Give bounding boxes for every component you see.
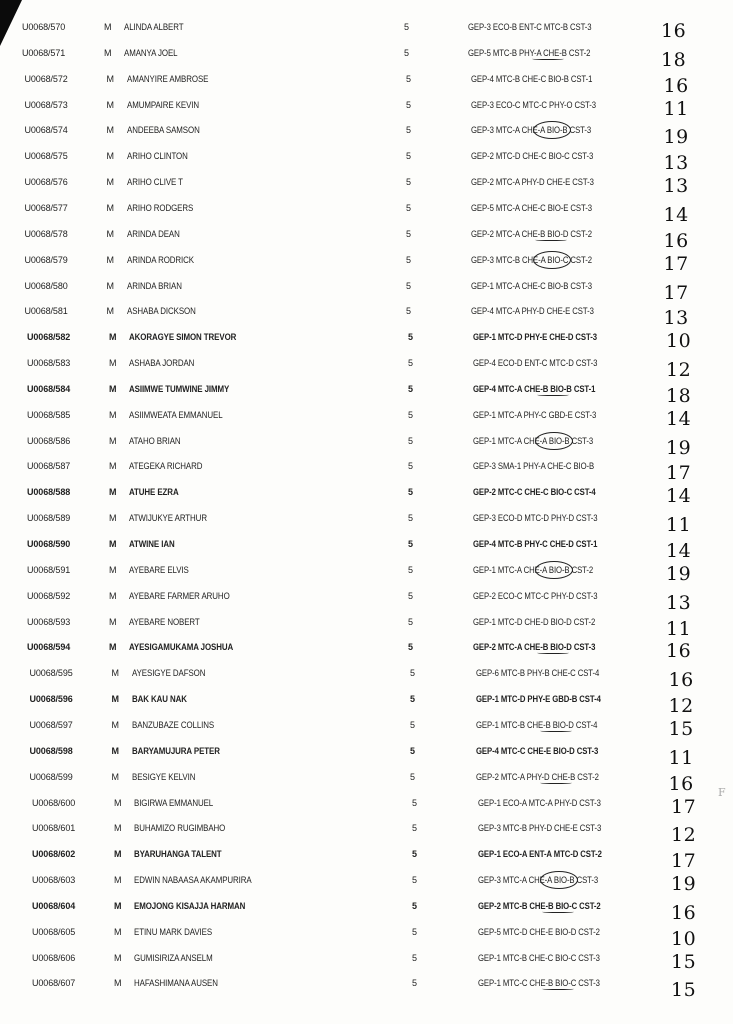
subject-count: 5: [408, 409, 413, 420]
student-id: U0068/595: [29, 668, 73, 679]
handwritten-score: 13: [663, 307, 689, 330]
handwritten-score: 11: [666, 514, 692, 537]
student-sex: M: [114, 952, 122, 963]
handwritten-score: 13: [663, 152, 689, 175]
subject-count: 5: [406, 99, 411, 110]
handwritten-score: 15: [671, 950, 697, 973]
student-sex: M: [106, 99, 114, 110]
student-name: AYESIGYE DAFSON: [131, 668, 205, 679]
table-row: [0, 331, 733, 357]
student-id: U0068/602: [32, 849, 76, 860]
subject-combination: GEP-1 MTC-A CHE-A BIO-B CST-3: [473, 435, 594, 446]
student-name: ATWIJUKYE ARTHUR: [129, 513, 207, 524]
student-name: AYEBARE FARMER ARUHO: [129, 590, 230, 601]
handwritten-score: 18: [666, 384, 692, 407]
student-name: HAFASHIMANA AUSEN: [134, 978, 218, 989]
subject-count: 5: [406, 254, 411, 265]
student-id: U0068/588: [27, 487, 71, 498]
student-sex: M: [106, 125, 114, 136]
handwritten-score: 12: [666, 359, 692, 382]
subject-count: 5: [410, 668, 415, 679]
student-id: U0068/580: [24, 280, 68, 291]
subject-combination: GEP-1 MTC-D PHY-E GBD-B CST-4: [475, 694, 601, 705]
subject-combination: GEP-4 ECO-D ENT-C MTC-D CST-3: [473, 358, 598, 369]
student-id: U0068/581: [24, 306, 68, 317]
subject-combination: GEP-1 MTC-B CHE-B BIO-D CST-4: [475, 719, 597, 730]
subject-count: 5: [412, 849, 417, 860]
student-name: ARIHO RODGERS: [126, 202, 193, 213]
student-id: U0068/575: [24, 151, 68, 162]
subject-count: 5: [406, 73, 411, 84]
student-sex: M: [106, 151, 114, 162]
subject-count: 5: [406, 177, 411, 188]
subject-combination: GEP-5 MTC-B PHY-A CHE-B CST-2: [468, 47, 591, 58]
student-id: U0068/573: [24, 99, 68, 110]
subject-combination: GEP-2 MTC-A CHE-B BIO-D CST-2: [470, 228, 592, 239]
student-sex: M: [114, 978, 122, 989]
subject-combination: GEP-1 MTC-D CHE-D BIO-D CST-2: [473, 616, 596, 627]
subject-count: 5: [410, 719, 415, 730]
subject-combination: GEP-2 MTC-B CHE-B BIO-C CST-2: [478, 900, 601, 911]
subject-count: 5: [406, 125, 411, 136]
handwritten-score: 10: [666, 330, 692, 353]
subject-combination: GEP-2 MTC-C CHE-C BIO-C CST-4: [473, 487, 596, 498]
subject-combination: GEP-1 MTC-B CHE-C BIO-C CST-3: [478, 952, 600, 963]
student-name: AMUMPAIRE KEVIN: [126, 99, 199, 110]
handwritten-score: 18: [661, 48, 687, 71]
student-sex: M: [106, 254, 114, 265]
student-name: AMANYA JOEL: [124, 47, 178, 58]
student-id: U0068/577: [24, 202, 68, 213]
subject-combination: GEP-1 MTC-A CHE-C BIO-B CST-3: [470, 280, 592, 291]
student-id: U0068/604: [32, 900, 76, 911]
subject-combination: GEP-4 MTC-C CHE-E BIO-D CST-3: [475, 745, 598, 756]
table-row: [0, 280, 733, 306]
subject-count: 5: [406, 306, 411, 317]
subject-count: 5: [406, 228, 411, 239]
student-name: ARINDA RODRICK: [126, 254, 194, 265]
handwritten-score: 12: [668, 695, 694, 718]
handwritten-score: 17: [671, 795, 697, 818]
student-id: U0068/606: [32, 952, 76, 963]
subject-combination: GEP-3 ECO-C MTC-C PHY-O CST-3: [470, 99, 596, 110]
subject-combination: GEP-3 SMA-1 PHY-A CHE-C BIO-B: [473, 461, 595, 472]
table-row: [0, 486, 733, 512]
handwritten-score: 15: [671, 979, 697, 1002]
student-sex: M: [111, 694, 119, 705]
student-id: U0068/592: [27, 590, 71, 601]
student-sex: M: [114, 900, 122, 911]
subject-combination: GEP-1 MTC-D PHY-E CHE-D CST-3: [473, 332, 597, 343]
table-row: [0, 357, 733, 383]
table-row: [0, 848, 733, 874]
student-id: U0068/589: [27, 513, 71, 524]
handwritten-score: 19: [666, 562, 692, 585]
subject-count: 5: [412, 926, 417, 937]
handwritten-score: 15: [668, 717, 694, 740]
student-id: U0068/601: [32, 823, 76, 834]
table-row: [0, 124, 733, 150]
student-id: U0068/574: [24, 125, 68, 136]
handwritten-score: 12: [671, 824, 697, 847]
handwritten-score: 10: [671, 927, 697, 950]
table-row: [0, 383, 733, 409]
handwritten-score: 16: [666, 640, 692, 663]
student-name: ATUHE EZRA: [129, 487, 179, 498]
handwritten-score: 17: [663, 281, 689, 304]
handwritten-score: 16: [668, 669, 694, 692]
student-sex: M: [111, 745, 119, 756]
student-sex: M: [109, 435, 117, 446]
subject-combination: GEP-2 MTC-D CHE-C BIO-C CST-3: [470, 151, 593, 162]
student-sex: M: [114, 849, 122, 860]
student-sex: M: [109, 590, 117, 601]
handwritten-score: 16: [663, 229, 689, 252]
subject-combination: GEP-2 MTC-A PHY-D CHE-E CST-3: [470, 177, 594, 188]
table-row: [0, 641, 733, 667]
student-name: BESIGYE KELVIN: [131, 771, 195, 782]
student-name: ASIIMWEATA EMMANUEL: [129, 409, 223, 420]
subject-count: 5: [408, 590, 413, 601]
subject-count: 5: [412, 900, 417, 911]
table-row: [0, 564, 733, 590]
subject-count: 5: [412, 952, 417, 963]
student-name: ATWINE IAN: [129, 539, 175, 549]
student-id: U0068/584: [27, 383, 71, 394]
student-name: AYEBARE ELVIS: [129, 564, 189, 575]
student-sex: M: [106, 73, 114, 84]
handwritten-score: 14: [666, 485, 692, 508]
student-name: EMOJONG KISAJJA HARMAN: [134, 900, 246, 911]
student-name: ALINDA ALBERT: [124, 22, 184, 32]
subject-combination: GEP-1 ECO-A ENT-A MTC-D CST-2: [478, 849, 602, 860]
student-id: U0068/605: [32, 926, 76, 937]
subject-combination: GEP-3 ECO-D MTC-D PHY-D CST-3: [473, 513, 598, 524]
subject-combination: GEP-4 MTC-A CHE-B BIO-B CST-1: [473, 383, 596, 394]
table-row: [0, 460, 733, 486]
student-sex: M: [109, 332, 117, 343]
table-row: [0, 822, 733, 848]
table-row: [0, 512, 733, 538]
student-id: U0068/579: [24, 254, 68, 265]
subject-combination: GEP-2 ECO-C MTC-C PHY-D CST-3: [473, 590, 598, 601]
subject-combination: GEP-4 MTC-B CHE-C BIO-B CST-1: [470, 73, 592, 84]
student-sex: M: [109, 642, 117, 653]
table-row: [0, 926, 733, 952]
table-row: [0, 47, 733, 73]
student-id: U0068/583: [27, 358, 71, 369]
margin-annotation: F: [718, 786, 726, 799]
student-name: ARINDA DEAN: [126, 228, 180, 239]
student-id: U0068/586: [27, 435, 71, 446]
student-name: ASHABA DICKSON: [126, 306, 196, 317]
student-sex: M: [104, 22, 112, 32]
subject-count: 5: [408, 383, 413, 394]
table-row: [0, 693, 733, 719]
handwritten-score: 16: [668, 772, 694, 795]
subject-count: 5: [404, 22, 409, 32]
student-id: U0068/590: [27, 539, 71, 549]
subject-combination: GEP-6 MTC-B PHY-B CHE-C CST-4: [475, 668, 599, 679]
student-sex: M: [106, 280, 114, 291]
subject-count: 5: [412, 978, 417, 989]
subject-count: 5: [408, 642, 413, 653]
subject-count: 5: [406, 202, 411, 213]
student-id: U0068/571: [22, 47, 66, 58]
student-name: BUHAMIZO RUGIMBAHO: [134, 823, 226, 834]
table-row: [0, 745, 733, 771]
table-row: [0, 874, 733, 900]
student-sex: M: [104, 47, 112, 58]
table-row: [0, 228, 733, 254]
student-name: AYEBARE NOBERT: [129, 616, 200, 627]
subject-combination: GEP-3 MTC-A CHE-A BIO-B CST-3: [478, 875, 599, 886]
student-id: U0068/591: [27, 564, 71, 575]
subject-combination: GEP-3 MTC-A CHE-A BIO-B CST-3: [470, 125, 591, 136]
student-name: AMANYIRE AMBROSE: [126, 73, 208, 84]
student-id: U0068/585: [27, 409, 71, 420]
student-sex: M: [114, 926, 122, 937]
subject-count: 5: [404, 47, 409, 58]
table-row: [0, 435, 733, 461]
student-name: GUMISIRIZA ANSELM: [134, 952, 213, 963]
student-id: U0068/599: [29, 771, 73, 782]
table-row: [0, 202, 733, 228]
handwritten-score: 19: [663, 126, 689, 149]
student-sex: M: [106, 202, 114, 213]
table-row: [0, 797, 733, 823]
subject-count: 5: [408, 461, 413, 472]
subject-combination: GEP-1 MTC-C CHE-B BIO-C CST-3: [478, 978, 600, 989]
student-sex: M: [109, 409, 117, 420]
subject-count: 5: [408, 539, 413, 549]
student-name: ARIHO CLIVE T: [126, 177, 183, 188]
table-row: [0, 616, 733, 642]
student-name: BAK KAU NAK: [131, 694, 187, 705]
subject-count: 5: [410, 745, 415, 756]
student-sex: M: [114, 875, 122, 886]
subject-count: 5: [408, 487, 413, 498]
subject-count: 5: [412, 797, 417, 808]
subject-count: 5: [408, 358, 413, 369]
handwritten-score: 11: [663, 97, 689, 120]
student-id: U0068/570: [22, 22, 66, 32]
subject-count: 5: [406, 280, 411, 291]
subject-count: 5: [412, 875, 417, 886]
student-id: U0068/582: [27, 332, 71, 343]
subject-combination: GEP-4 MTC-A PHY-D CHE-E CST-3: [470, 306, 594, 317]
student-sex: M: [109, 383, 117, 394]
student-name: ATAHO BRIAN: [129, 435, 181, 446]
student-name: EDWIN NABAASA AKAMPURIRA: [134, 875, 252, 886]
subject-combination: GEP-2 MTC-A PHY-D CHE-B CST-2: [475, 771, 599, 782]
student-id: U0068/596: [29, 694, 73, 705]
student-name: ARIHO CLINTON: [126, 151, 188, 162]
handwritten-score: 16: [661, 20, 687, 42]
student-name: ARINDA BRIAN: [126, 280, 182, 291]
student-name: BARYAMUJURA PETER: [131, 745, 220, 756]
student-id: U0068/593: [27, 616, 71, 627]
subject-combination: GEP-5 MTC-D CHE-E BIO-D CST-2: [478, 926, 600, 937]
table-row: [0, 176, 733, 202]
handwritten-score: 19: [671, 873, 697, 896]
student-name: BANZUBAZE COLLINS: [131, 719, 214, 730]
student-sex: M: [109, 564, 117, 575]
subject-combination: GEP-1 ECO-A MTC-A PHY-D CST-3: [478, 797, 601, 808]
table-row: [0, 99, 733, 125]
handwritten-score: 11: [668, 746, 694, 769]
student-name: AKORAGYE SIMON TREVOR: [129, 332, 237, 343]
student-name: ANDEEBA SAMSON: [126, 125, 200, 136]
handwritten-score: 17: [663, 252, 689, 275]
student-name: BYARUHANGA TALENT: [134, 849, 222, 860]
handwritten-score: 14: [663, 203, 689, 226]
student-sex: M: [106, 177, 114, 188]
subject-count: 5: [406, 151, 411, 162]
table-row: [0, 409, 733, 435]
handwritten-score: 14: [666, 407, 692, 430]
table-row: [0, 590, 733, 616]
table-row: [0, 21, 733, 47]
student-sex: M: [114, 797, 122, 808]
student-name: ASIIMWE TUMWINE JIMMY: [129, 383, 230, 394]
student-id: U0068/598: [29, 745, 73, 756]
student-name: ATEGEKA RICHARD: [129, 461, 203, 472]
student-name: AYESIGAMUKAMA JOSHUA: [129, 642, 234, 653]
student-sex: M: [111, 771, 119, 782]
subject-count: 5: [412, 823, 417, 834]
subject-count: 5: [408, 332, 413, 343]
subject-combination: GEP-3 MTC-B CHE-A BIO-C CST-2: [470, 254, 592, 265]
subject-combination: GEP-1 MTC-A PHY-C GBD-E CST-3: [473, 409, 597, 420]
student-sex: M: [109, 539, 117, 549]
student-sex: M: [111, 719, 119, 730]
table-row: [0, 305, 733, 331]
table-row: [0, 538, 733, 564]
table-row: [0, 719, 733, 745]
handwritten-score: 16: [671, 901, 697, 924]
table-row: [0, 771, 733, 797]
student-id: U0068/587: [27, 461, 71, 472]
student-id: U0068/594: [27, 642, 71, 653]
student-sex: M: [106, 228, 114, 239]
student-sex: M: [114, 823, 122, 834]
student-name: ASHABA JORDAN: [129, 358, 195, 369]
student-sex: M: [109, 358, 117, 369]
subject-count: 5: [408, 564, 413, 575]
handwritten-score: 17: [671, 850, 697, 873]
table-row: [0, 73, 733, 99]
student-name: ETINU MARK DAVIES: [134, 926, 213, 937]
handwritten-score: 16: [663, 74, 689, 97]
subject-count: 5: [408, 435, 413, 446]
student-sex: M: [109, 461, 117, 472]
subject-count: 5: [408, 616, 413, 627]
subject-count: 5: [408, 513, 413, 524]
student-id: U0068/578: [24, 228, 68, 239]
student-id: U0068/603: [32, 875, 76, 886]
student-sex: M: [109, 616, 117, 627]
handwritten-score: 17: [666, 462, 692, 485]
handwritten-score: 11: [666, 617, 692, 640]
student-sex: M: [109, 513, 117, 524]
student-id: U0068/600: [32, 797, 76, 808]
subject-count: 5: [410, 694, 415, 705]
table-row: [0, 254, 733, 280]
table-row: [0, 900, 733, 926]
table-row: [0, 667, 733, 693]
student-sex: M: [109, 487, 117, 498]
student-id: U0068/607: [32, 978, 76, 989]
subject-combination: GEP-1 MTC-A CHE-A BIO-B CST-2: [473, 564, 594, 575]
student-id: U0068/576: [24, 177, 68, 188]
student-id: U0068/572: [24, 73, 68, 84]
subject-count: 5: [410, 771, 415, 782]
handwritten-score: 14: [666, 540, 692, 562]
student-id: U0068/597: [29, 719, 73, 730]
handwritten-score: 19: [666, 436, 692, 459]
subject-combination: GEP-2 MTC-A CHE-B BIO-D CST-3: [473, 642, 596, 653]
subject-combination: GEP-4 MTC-B PHY-C CHE-D CST-1: [473, 539, 598, 549]
table-row: [0, 150, 733, 176]
subject-combination: GEP-3 ECO-B ENT-C MTC-B CST-3: [468, 22, 592, 32]
subject-combination: GEP-5 MTC-A CHE-C BIO-E CST-3: [470, 202, 592, 213]
handwritten-score: 13: [663, 175, 689, 198]
student-sex: M: [111, 668, 119, 679]
handwritten-score: 13: [666, 591, 692, 614]
subject-combination: GEP-3 MTC-B PHY-D CHE-E CST-3: [478, 823, 602, 834]
table-row: [0, 952, 733, 978]
table-row: [0, 977, 733, 1003]
student-sex: M: [106, 306, 114, 317]
student-name: BIGIRWA EMMANUEL: [134, 797, 214, 808]
